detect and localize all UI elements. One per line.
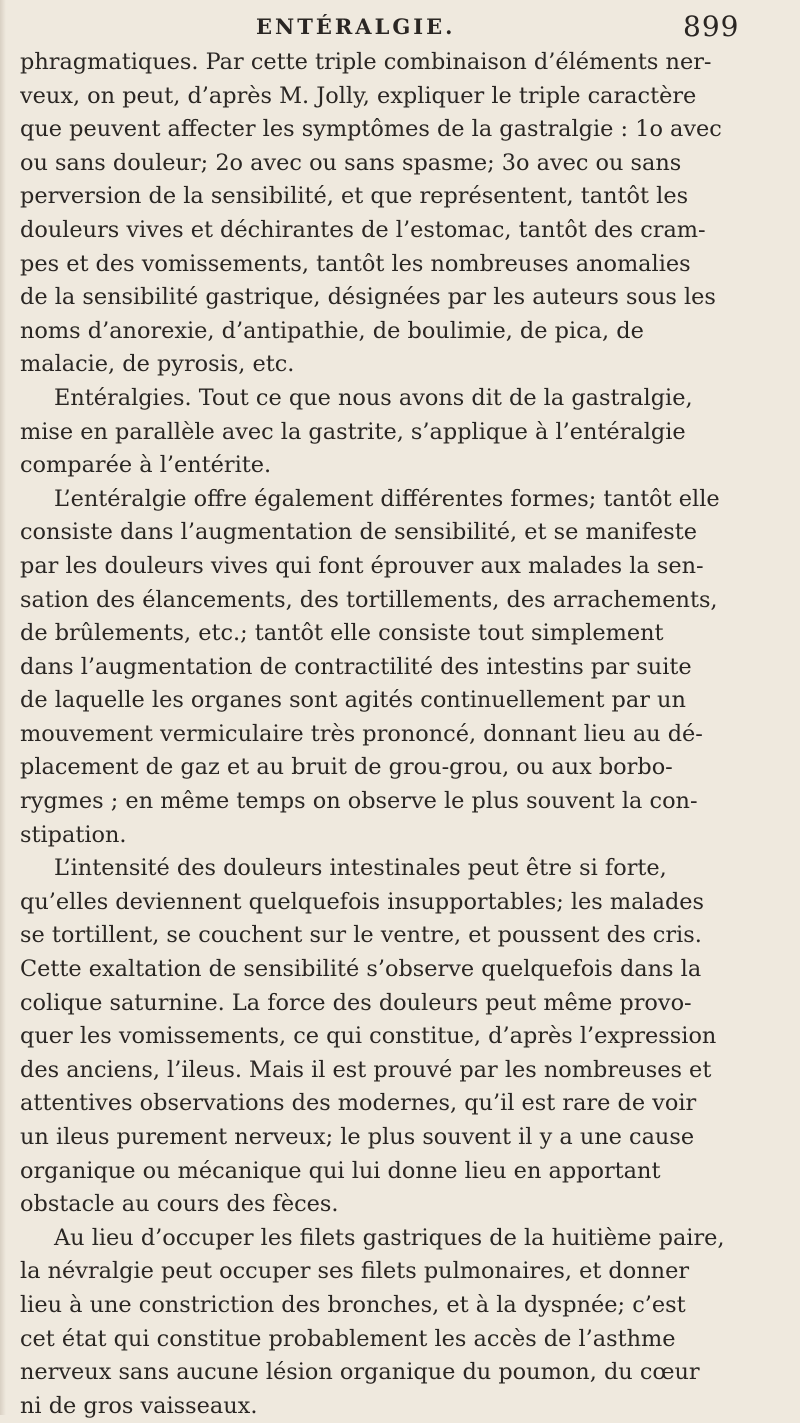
text-line: colique saturnine. La force des douleurs peut même provo- [20, 989, 692, 1016]
text-line: lieu à une constriction des bronches, et à la dyspnée; c’est [20, 1291, 686, 1318]
text-line: se tortillent, se couchent sur le ventre, et poussent des cris. [20, 922, 702, 949]
body-text [20, 46, 786, 1423]
text-line: de laquelle les organes sont agités continuellement par un [20, 687, 686, 714]
paragraph-start-line: L’entéralgie offre également différentes formes; tantôt elle [54, 485, 720, 512]
text-line: Cette exaltation de sensibilité s’observe quelquefois dans la [20, 956, 702, 983]
text-line: cet état qui constitue probablement les accès de l’asthme [20, 1325, 676, 1352]
text-line: pes et des vomissements, tantôt les nombreuses anomalies [20, 250, 691, 277]
text-line: par les douleurs vives qui font éprouver aux malades la sen- [20, 552, 704, 579]
paragraph-start-line: Au lieu d’occuper les filets gastriques de la huitième paire, [54, 1224, 725, 1251]
text-line: rygmes ; en même temps on observe le plus souvent la con- [20, 788, 698, 815]
text-line: mouvement vermiculaire très prononcé, donnant lieu au dé- [20, 720, 703, 747]
text-line: douleurs vives et déchirantes de l’estomac, tantôt des cram- [20, 216, 706, 243]
paragraph-start-line: L’intensité des douleurs intestinales peut être si forte, [54, 855, 667, 882]
page-number: 899 [683, 10, 740, 43]
text-line: que peuvent affecter les symptômes de la gastralgie : 1o avec [20, 116, 722, 143]
text-line: de la sensibilité gastrique, désignées par les auteurs sous les [20, 284, 716, 311]
text-line: attentives observations des modernes, qu’il est rare de voir [20, 1090, 697, 1117]
text-line: mise en parallèle avec la gastrite, s’applique à l’entéralgie [20, 418, 686, 445]
text-line: organique ou mécanique qui lui donne lieu en apportant [20, 1157, 661, 1184]
text-line: placement de gaz et au bruit de grou-grou, ou aux borbo- [20, 754, 673, 781]
text-line: obstacle au cours des fèces. [20, 1191, 339, 1218]
running-head [0, 10, 800, 46]
text-line: la névralgie peut occuper ses filets pulmonaires, et donner [20, 1258, 690, 1285]
text-line: qu’elles deviennent quelquefois insupportables; les malades [20, 888, 705, 915]
running-title: ENTÉRALGIE. [256, 14, 456, 39]
text-line: stipation. [20, 821, 127, 848]
text-line: un ileus purement nerveux; le plus souvent il y a une cause [20, 1124, 695, 1150]
text-line: ni de gros vaisseaux. [20, 1392, 258, 1419]
text-line: malacie, de pyrosis, etc. [20, 351, 295, 378]
text-line: phragmatiques. Par cette triple combinaison d’éléments ner- [20, 49, 712, 75]
text-line: des anciens, l’ileus. Mais il est prouvé par les nombreuses et [20, 1056, 712, 1083]
text-line: sation des élancements, des tortillements, des arrachements, [20, 586, 718, 613]
text-line: consiste dans l’augmentation de sensibilité, et se manifeste [20, 519, 697, 546]
text-line: perversion de la sensibilité, et que représentent, tantôt les [20, 183, 689, 210]
text-line: veux, on peut, d’après M. Jolly, expliquer le triple caractère [20, 82, 697, 109]
paragraph-start-line: Entéralgies. Tout ce que nous avons dit de la gastralgie, [54, 384, 693, 411]
text-line: nerveux sans aucune lésion organique du poumon, du cœur [20, 1359, 700, 1386]
text-line: comparée à l’entérite. [20, 452, 272, 479]
text-line: noms d’anorexie, d’antipathie, de boulimie, de pica, de [20, 317, 644, 344]
text-line: quer les vomissements, ce qui constitue, d’après l’expression [20, 1023, 717, 1050]
text-line: ou sans douleur; 2o avec ou sans spasme; 3o avec ou sans [20, 149, 682, 176]
text-line: de brûlements, etc.; tantôt elle consiste tout simplement [20, 620, 664, 647]
page-edge-shadow [0, 0, 6, 1415]
text-line: dans l’augmentation de contractilité des intestins par suite [20, 653, 692, 680]
